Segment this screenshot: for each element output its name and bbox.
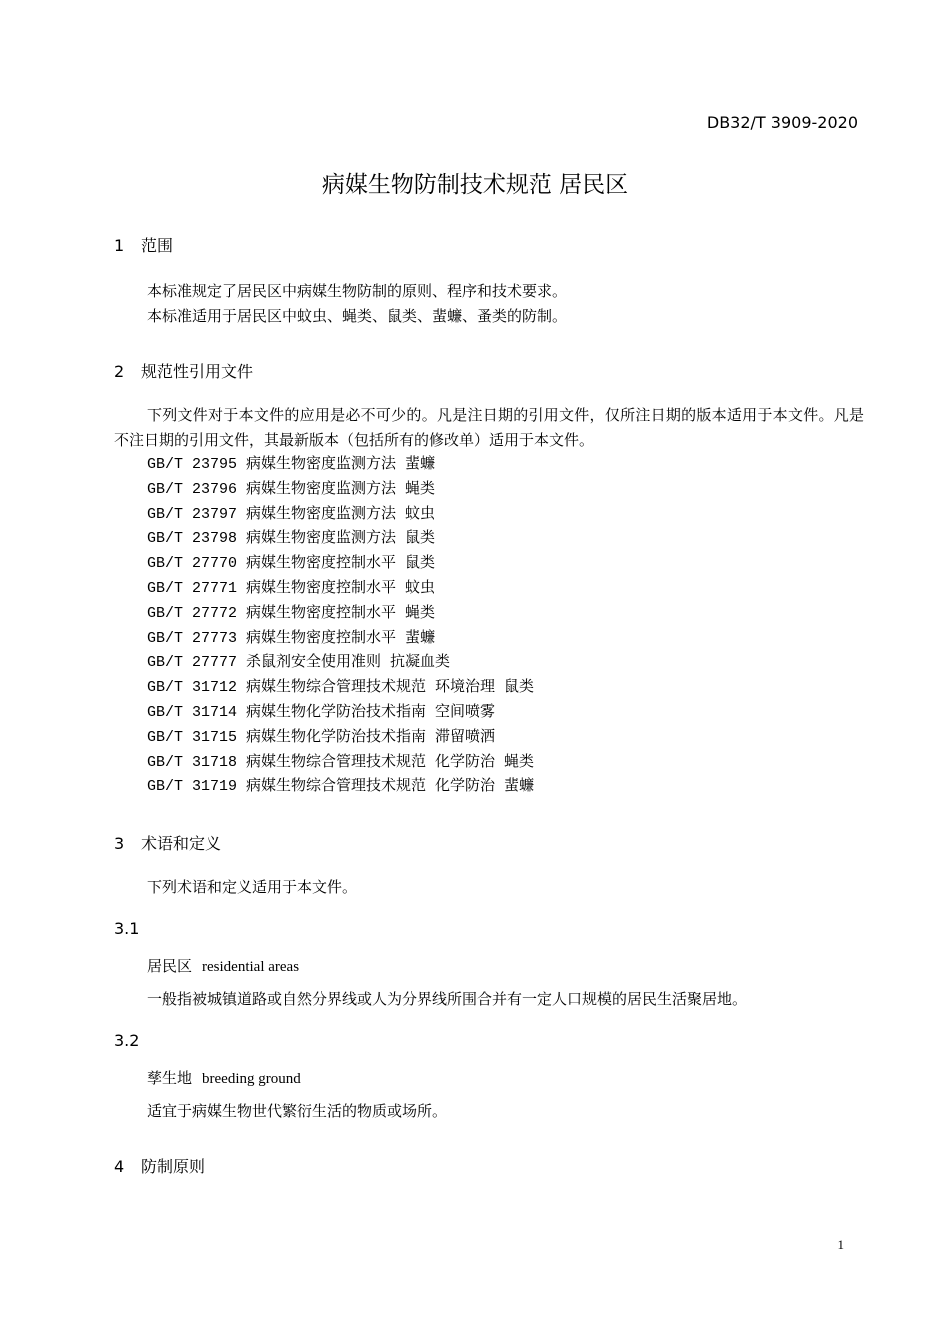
- reference-item: GB/T 31712 病媒生物综合管理技术规范 环境治理 鼠类: [147, 679, 535, 697]
- section-number: 3: [114, 834, 125, 853]
- section-3-heading: [114, 831, 221, 854]
- term-name-zh: 居民区: [147, 957, 193, 975]
- reference-item: GB/T 31714 病媒生物化学防治技术指南 空间喷雾: [147, 703, 496, 721]
- reference-item: GB/T 23797 病媒生物密度监测方法 蚊虫: [147, 505, 436, 523]
- paragraph: 本标准适用于居民区中蚊虫、蝇类、鼠类、蜚蠊、蚤类的防制。: [147, 309, 568, 325]
- reference-list: [147, 453, 534, 800]
- reference-item: GB/T 27770 病媒生物密度控制水平 鼠类: [147, 555, 436, 573]
- term-name-en: residential areas: [202, 959, 300, 975]
- reference-item: GB/T 23796 病媒生物密度监测方法 蝇类: [147, 480, 436, 498]
- section-2-intro: 下列文件对于本文件的应用是必不可少的。凡是注日期的引用文件，仅所注日期的版本适用于本文件。凡是不注日期的引用文件，其最新版本（包括所有的修改单）适用于本文件。: [114, 408, 864, 449]
- term-3-2-number: 3.2: [114, 1031, 140, 1050]
- term-name-en: breeding ground: [202, 1071, 301, 1087]
- section-3-intro: 下列术语和定义适用于本文件。: [147, 880, 358, 896]
- reference-item: GB/T 27771 病媒生物密度控制水平 蚊虫: [147, 579, 436, 597]
- section-title: 范围: [141, 236, 174, 255]
- section-number: 2: [114, 362, 125, 381]
- reference-item: GB/T 27773 病媒生物密度控制水平 蜚蠊: [147, 629, 436, 647]
- section-title: 防制原则: [141, 1157, 206, 1176]
- page-number: 1: [837, 1237, 844, 1252]
- term-name-zh: 孳生地: [147, 1069, 193, 1087]
- reference-item: GB/T 23795 病媒生物密度监测方法 蜚蠊: [147, 456, 436, 473]
- document-title: 病媒生物防制技术规范 居民区: [321, 172, 629, 198]
- reference-item: GB/T 27772 病媒生物密度控制水平 蝇类: [147, 604, 436, 622]
- term-3-2: [147, 1067, 301, 1088]
- standard-code: DB32/T 3909-2020: [706, 113, 858, 132]
- section-title: 术语和定义: [141, 834, 222, 853]
- section-2-heading: [114, 359, 253, 382]
- section-number: 4: [114, 1157, 125, 1176]
- section-title: 规范性引用文件: [141, 362, 254, 381]
- term-definition: 一般指被城镇道路或自然分界线或人为分界线所围合并有一定人口规模的居民生活聚居地。: [147, 992, 748, 1008]
- reference-item: GB/T 23798 病媒生物密度监测方法 鼠类: [147, 530, 436, 548]
- paragraph: 本标准规定了居民区中病媒生物防制的原则、程序和技术要求。: [147, 284, 568, 300]
- reference-item: GB/T 31719 病媒生物综合管理技术规范 化学防治 蜚蠊: [147, 778, 535, 796]
- reference-item: GB/T 31715 病媒生物化学防治技术指南 滞留喷洒: [147, 728, 496, 746]
- section-1-heading: [114, 233, 173, 256]
- reference-item: GB/T 31718 病媒生物综合管理技术规范 化学防治 蝇类: [147, 753, 535, 771]
- section-4-heading: [114, 1154, 205, 1177]
- term-definition: 适宜于病媒生物世代繁衍生活的物质或场所。: [147, 1104, 448, 1120]
- term-3-1: [147, 955, 299, 976]
- section-number: 1: [114, 236, 125, 255]
- term-3-1-number: 3.1: [114, 919, 140, 938]
- reference-item: GB/T 27777 杀鼠剂安全使用准则 抗凝血类: [147, 654, 451, 672]
